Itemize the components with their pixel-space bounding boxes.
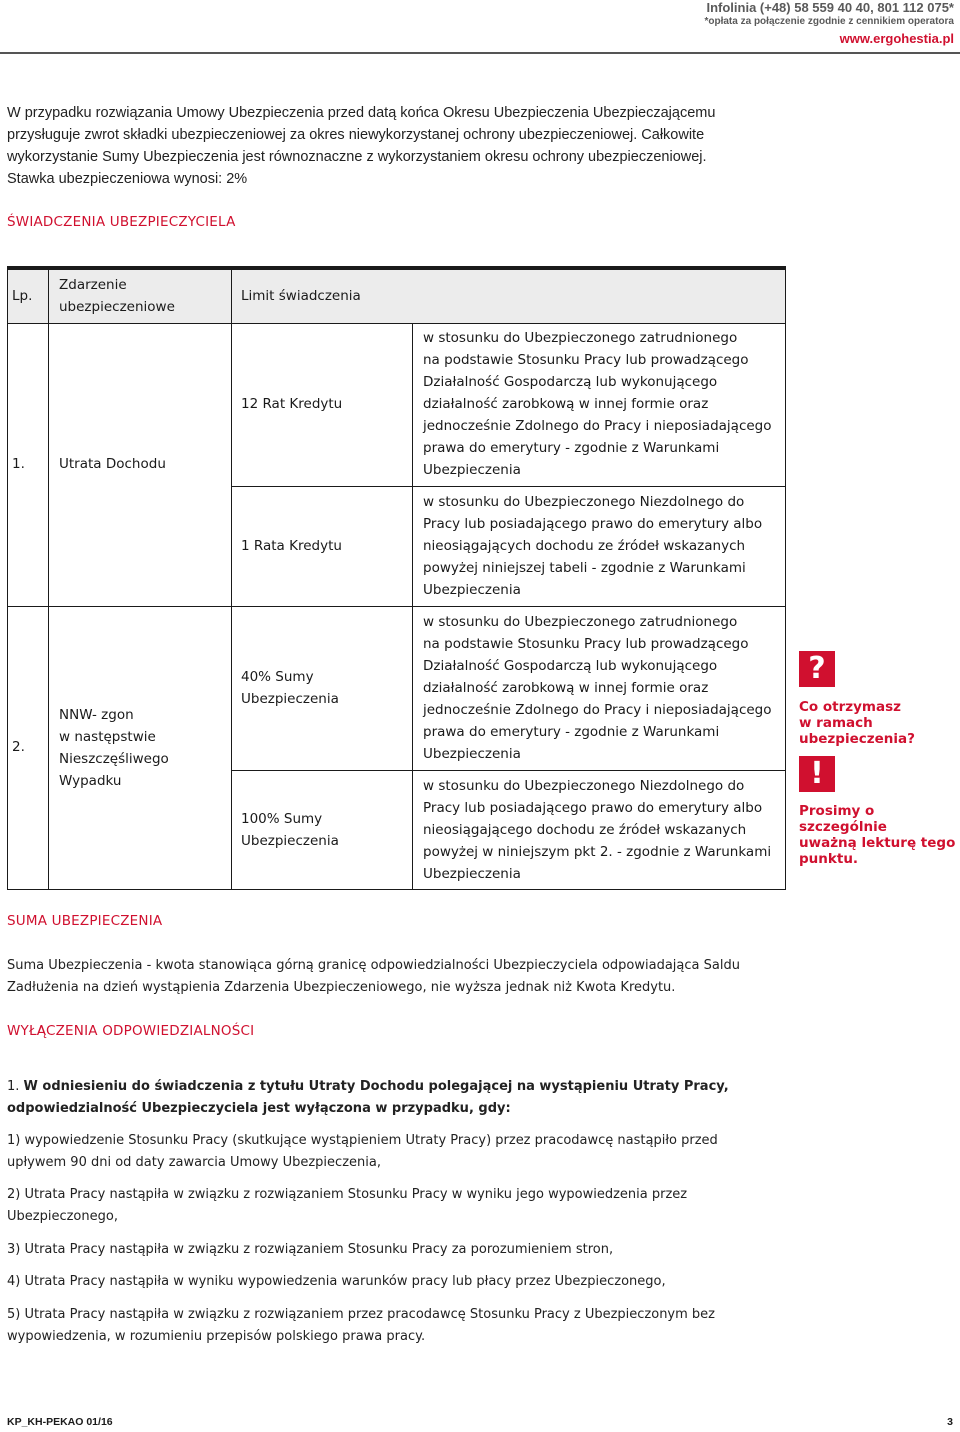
column-header-limit: Limit świadczenia [241, 288, 361, 304]
benefit-condition: w stosunku do Ubezpieczonego zatrudnionego na podstawie Stosunku Pracy lub prowadzącego Działalność Gospodarczą lub wykonującego działalność zarobkową w innej formie oraz jednocześnie Zdolnego do Pracy i nieposiadającego prawa do emerytury - zgodnie z Warunkami Ubezpieczenia [423, 614, 772, 762]
lead-number: 1. [7, 1079, 20, 1094]
col-divider [231, 266, 232, 890]
benefit-condition: w stosunku do Ubezpieczonego zatrudnionego na podstawie Stosunku Pracy lub prowadzącego Działalność Gospodarczą lub wykonującego działalność zarobkową w innej formie oraz jednocześnie Zdolnego do Pracy i nieposiadającego prawa do emerytury - zgodnie z Warunkami Ubezpieczenia [423, 330, 772, 478]
question-mark-icon: ? [799, 651, 835, 687]
attention-note: Prosimy o szczególnie uważną lekturę tego punktu. [799, 803, 956, 867]
event-name: NNW- zgon w następstwie Nieszczęśliwego Wypadku [59, 707, 169, 789]
document-code: KP_KH-PEKAO 01/16 [7, 1416, 113, 1428]
list-item: 1) wypowiedzenie Stosunku Pracy (skutkujące wystąpieniem Utraty Pracy) przez pracodawcę nastąpiło przed [7, 1133, 718, 1148]
website-link[interactable]: www.ergohestia.pl [839, 31, 954, 46]
intro-line: wykorzystanie Sumy Ubezpieczenia jest równoznaczne z wykorzystaniem okresu ochrony ubezpieczeniowej. [7, 149, 707, 165]
benefit-limit: 1 Rata Kredytu [241, 538, 342, 554]
hotline-phone: Infolinia (+48) 58 559 40 40, 801 112 075* [706, 0, 954, 15]
intro-line: przysługuje zwrot składki ubezpieczeniowej za okres niewykorzystanej ochrony ubezpieczeniowej. Całkowite [7, 127, 705, 143]
sum-line: Suma Ubezpieczenia - kwota stanowiąca górną granicę odpowiedzialności Ubezpieczyciela odpowiadająca Saldu [7, 958, 740, 973]
list-item: 3) Utrata Pracy nastąpiła w związku z rozwiązaniem Stosunku Pracy za porozumieniem stron, [7, 1242, 614, 1257]
lead-line: W odniesieniu do świadczenia z tytułu Utraty Dochodu polegającej na wystąpieniu Utraty Pracy, [23, 1079, 729, 1094]
benefit-limit: 100% Sumy Ubezpieczenia [241, 811, 339, 849]
list-item: 2) Utrata Pracy nastąpiła w związku z rozwiązaniem Stosunku Pracy w wyniku jego wypowiedzenia przez [7, 1187, 688, 1202]
list-item: 5) Utrata Pracy nastąpiła w związku z rozwiązaniem przez pracodawcę Stosunku Pracy z Ubezpieczonym bez [7, 1307, 715, 1322]
col-divider [7, 266, 8, 890]
intro-line: W przypadku rozwiązania Umowy Ubezpieczenia przed datą końca Okresu Ubezpieczenia Ubezpieczającemu [7, 105, 716, 121]
row-divider [7, 889, 786, 890]
benefit-limit: 12 Rat Kredytu [241, 396, 343, 412]
contact-header [704, 0, 954, 48]
row-divider [231, 486, 786, 487]
col-divider [48, 266, 49, 890]
row-number: 1. [12, 456, 25, 472]
hotline-note: *opłata za połączenie zgodnie z cennikiem operatora [704, 16, 954, 27]
intro-line: Stawka ubezpieczeniowa wynosi: 2% [7, 171, 248, 187]
page-number: 3 [947, 1416, 953, 1428]
column-header-lp: Lp. [12, 288, 33, 304]
exclamation-mark-icon: ! [799, 756, 835, 792]
question-note: Co otrzymasz w ramach ubezpieczenia? [799, 699, 915, 747]
header-divider [0, 52, 960, 54]
row-number: 2. [12, 739, 25, 755]
list-item-cont: wypowiedzenia, w rozumieniu przepisów polskiego prawa pracy. [7, 1329, 426, 1344]
benefits-table [7, 266, 786, 890]
lead-line: odpowiedzialność Ubezpieczyciela jest wyłączona w przypadku, gdy: [7, 1101, 511, 1116]
row-divider [7, 606, 786, 607]
row-divider [231, 770, 786, 771]
event-name: Utrata Dochodu [59, 456, 166, 472]
benefits-heading: ŚWIADCZENIA UBEZPIECZYCIELA [7, 214, 236, 230]
list-item-cont: upływem 90 dni od daty zawarcia Umowy Ubezpieczenia, [7, 1155, 381, 1170]
col-divider [785, 266, 786, 890]
exclusions-heading: WYŁĄCZENIA ODPOWIEDZIALNOŚCI [7, 1023, 255, 1039]
benefit-condition: w stosunku do Ubezpieczonego Niezdolnego do Pracy lub posiadającego prawo do emerytury albo nieosiągającego dochodu ze źródeł wskazanych powyżej w niniejszym pkt 2. - zgodnie z Warunkami Ubezpieczenia [423, 778, 772, 882]
list-item-cont: Ubezpieczonego, [7, 1209, 118, 1224]
column-header-event: Zdarzenie ubezpieczeniowe [59, 277, 175, 315]
benefit-condition: w stosunku do Ubezpieczonego Niezdolnego do Pracy lub posiadającego prawo do emerytury albo nieosiągających dochodu ze źródeł wskazanych powyżej niniejszej tabeli - zgodnie z Warunkami Ubezpieczenia [423, 494, 763, 598]
benefit-limit: 40% Sumy Ubezpieczenia [241, 669, 339, 707]
sum-heading: SUMA UBEZPIECZENIA [7, 913, 163, 929]
row-divider [7, 323, 786, 324]
sum-line: Zadłużenia na dzień wystąpienia Zdarzenia Ubezpieczeniowego, nie wyższa jednak niż Kwota Kredytu. [7, 980, 676, 995]
list-item: 4) Utrata Pracy nastąpiła w wyniku wypowiedzenia warunków pracy lub płacy przez Ubezpieczonego, [7, 1274, 666, 1289]
